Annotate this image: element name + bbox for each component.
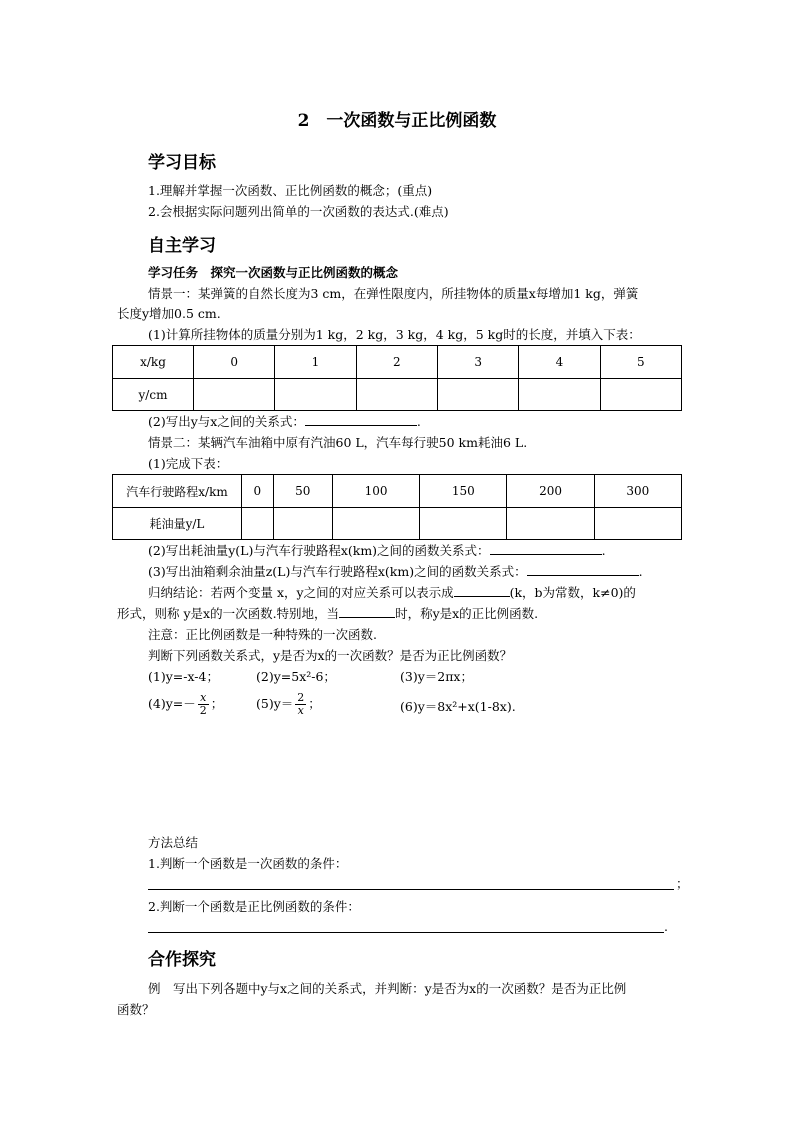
table-header-cell: 耗油量y/L xyxy=(113,508,242,540)
example-line-2: 函数？ xyxy=(117,1002,155,1017)
answer-blank[interactable] xyxy=(527,564,639,576)
table-cell: 200 xyxy=(507,475,594,508)
table-cell: 4 xyxy=(519,346,600,379)
scene1-text-line1: 情景一：某弹簧的自然长度为3 cm，在弹性限度内，所挂物体的质量x每增加1 kg，弹簧 xyxy=(148,286,639,301)
fraction: $\frac{2}{x}$ xyxy=(297,691,305,717)
table-blank-cell[interactable] xyxy=(242,508,274,540)
table-cell: 2 xyxy=(356,346,437,379)
equation-5: (5)y＝ $\frac{2}{x}$ ； xyxy=(256,691,321,717)
table-cell: 150 xyxy=(420,475,507,508)
table-blank-cell[interactable] xyxy=(594,508,681,540)
table-header-cell: 汽车行驶路程x/km xyxy=(113,475,242,508)
section-heading-cooperation: 合作探究 xyxy=(148,950,216,970)
answer-blank[interactable] xyxy=(490,543,602,555)
table-blank-cell[interactable] xyxy=(519,379,600,411)
summary-item-2-end: . xyxy=(664,919,668,934)
summary-item-2: 2.判断一个函数是正比例函数的条件： xyxy=(148,899,360,914)
scene2-question-2: (2)写出耗油量y(L)与汽车行驶路程x(km)之间的函数关系式： . xyxy=(148,543,606,558)
table-cell: 300 xyxy=(594,475,681,508)
equation-4: (4)y=－ $\frac{x}{2}$ ； xyxy=(148,691,224,717)
summary-heading: 方法总结 xyxy=(148,835,199,850)
answer-blank[interactable] xyxy=(305,414,417,426)
answer-blank[interactable] xyxy=(339,606,395,618)
answer-line[interactable] xyxy=(148,889,674,890)
scene1-question-2: (2)写出y与x之间的关系式： . xyxy=(148,414,421,429)
table-cell: 100 xyxy=(332,475,419,508)
scene1-question-1: (1)计算所挂物体的质量分别为1 kg，2 kg，3 kg，4 kg，5 kg时的长度，并填入下表： xyxy=(148,327,641,342)
scene1-text-line2: 长度y增加0.5 cm. xyxy=(117,306,221,321)
table-blank-cell[interactable] xyxy=(507,508,594,540)
section-heading-self-study: 自主学习 xyxy=(148,236,216,256)
table-cell: 0 xyxy=(242,475,274,508)
equation-1: (1)y=-x-4； xyxy=(148,669,219,684)
conclusion-line-1: 归纳结论：若两个变量 x，y之间的对应关系可以表示成 (k，b为常数，k≠0)的 xyxy=(148,585,636,600)
table-cell: 1 xyxy=(275,346,356,379)
answer-line[interactable] xyxy=(148,932,664,933)
scene2-text: 情景二：某辆汽车油箱中原有汽油60 L，汽车每行驶50 km耗油6 L. xyxy=(148,435,528,450)
table-blank-cell[interactable] xyxy=(194,379,275,411)
spring-table xyxy=(112,345,682,411)
table-cell: 0 xyxy=(194,346,275,379)
table-blank-cell[interactable] xyxy=(356,379,437,411)
goal-item-1: 1.理解并掌握一次函数、正比例函数的概念；(重点) xyxy=(148,183,433,198)
note-text: 注意：正比例函数是一种特殊的一次函数. xyxy=(148,627,377,642)
table-cell: 5 xyxy=(600,346,681,379)
scene2-question-1: (1)完成下表： xyxy=(148,456,229,471)
answer-blank[interactable] xyxy=(454,585,510,597)
judge-instruction: 判断下列函数关系式，y是否为x的一次函数？是否为正比例函数？ xyxy=(148,648,513,663)
equation-3: (3)y＝2πx； xyxy=(400,669,473,684)
fraction: $\frac{x}{2}$ xyxy=(199,691,207,717)
section-heading-goals: 学习目标 xyxy=(148,153,216,173)
table-cell: 50 xyxy=(273,475,332,508)
fuel-table xyxy=(112,474,682,540)
equation-2: (2)y=5x²-6； xyxy=(256,669,336,684)
summary-item-1: 1.判断一个函数是一次函数的条件： xyxy=(148,856,348,871)
summary-item-1-end: ； xyxy=(676,876,689,891)
table-blank-cell[interactable] xyxy=(437,379,518,411)
table-blank-cell[interactable] xyxy=(275,379,356,411)
table-blank-cell[interactable] xyxy=(420,508,507,540)
scene2-question-3: (3)写出油箱剩余油量z(L)与汽车行驶路程x(km)之间的函数关系式： . xyxy=(148,564,643,579)
page-title: 2 一次函数与正比例函数 xyxy=(297,111,497,131)
table-blank-cell[interactable] xyxy=(332,508,419,540)
table-header-cell: x/kg xyxy=(113,346,194,379)
table-header-cell: y/cm xyxy=(113,379,194,411)
table-blank-cell[interactable] xyxy=(600,379,681,411)
equation-6: (6)y＝8x²+x(1-8x). xyxy=(400,699,516,714)
task-heading: 学习任务 探究一次函数与正比例函数的概念 xyxy=(148,265,399,280)
table-cell: 3 xyxy=(437,346,518,379)
goal-item-2: 2.会根据实际问题列出简单的一次函数的表达式.(难点) xyxy=(148,204,449,219)
example-line-1: 例 写出下列各题中y与x之间的关系式，并判断：y是否为x的一次函数？是否为正比例 xyxy=(148,981,627,996)
table-blank-cell[interactable] xyxy=(273,508,332,540)
conclusion-line-2: 形式，则称 y是x的一次函数.特别地，当 时，称y是x的正比例函数. xyxy=(117,606,539,621)
